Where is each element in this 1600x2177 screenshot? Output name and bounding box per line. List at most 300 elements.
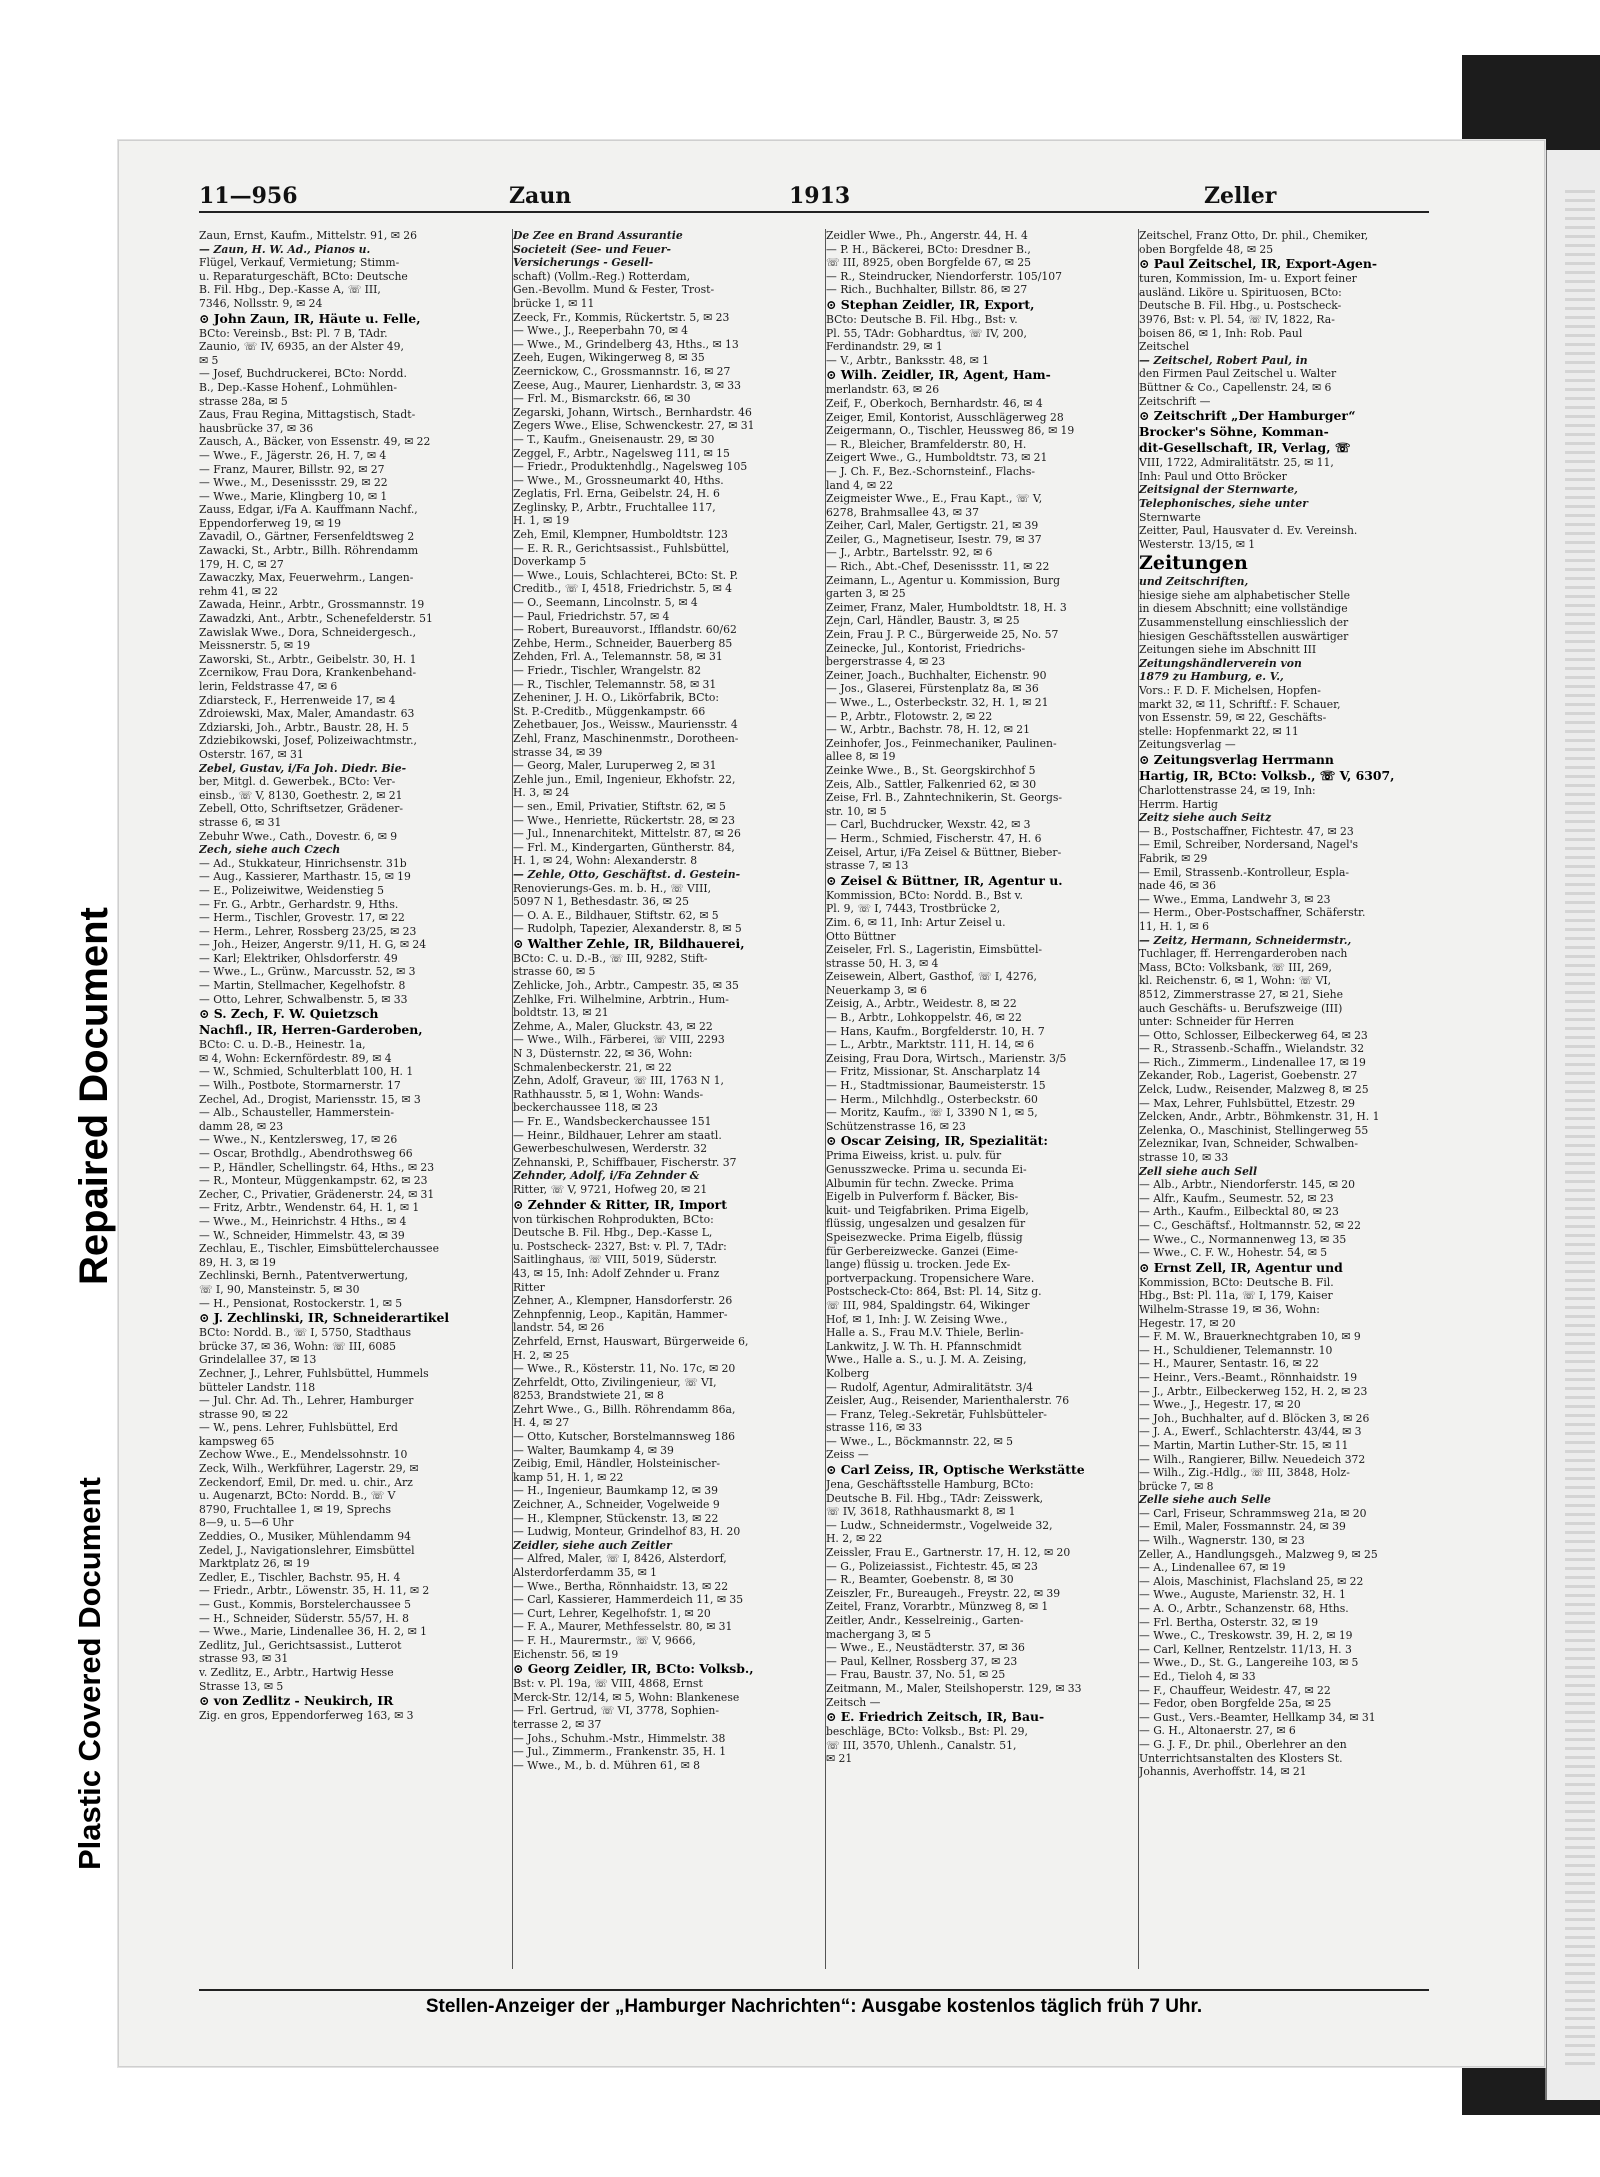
directory-entry: — Hans, Kaufm., Borgfelderstr. 10, H. 7	[826, 1024, 1045, 1038]
directory-entry: Zebell, Otto, Schriftsetzer, Grädener-	[199, 802, 404, 816]
directory-entry: Zehbe, Herm., Schneider, Bauerberg 85	[513, 636, 733, 650]
page-number: 11—956	[199, 183, 298, 209]
directory-entry: — Wwe., L., Osterbeckstr. 32, H. 1, ✉ 21	[826, 696, 1049, 709]
directory-entry: Zeitungen siehe im Abschnitt III	[1139, 643, 1317, 657]
directory-entry: — Emil, Schreiber, Nordersand, Nagel's	[1139, 838, 1359, 852]
directory-entry: lerin, Feldstrasse 47, ✉ 6	[199, 680, 338, 693]
directory-entry: De Zee en Brand Assurantie	[513, 229, 683, 242]
directory-entry: — J., Arbtr., Eilbeckerweg 152, H. 2, ✉ 23	[1139, 1384, 1368, 1398]
directory-entry: — Zeitz, Hermann, Schneidermstr.,	[1139, 933, 1352, 947]
directory-entry: Westerstr. 13/15, ✉ 1	[1139, 537, 1256, 551]
directory-entry: — Herm., Ober-Postschaffner, Schäferstr.	[1139, 906, 1366, 920]
directory-entry: Zeising, Frau Dora, Wirtsch., Marienstr. 3/5	[826, 1051, 1067, 1065]
directory-entry: H. 3, ✉ 24	[513, 786, 570, 800]
directory-entry: strasse 28a, ✉ 5	[199, 394, 288, 408]
directory-entry: Zeernickow, C., Grossmannstr. 16, ✉ 27	[513, 364, 731, 378]
directory-entry: 1879 zu Hamburg, e. V.,	[1139, 670, 1284, 684]
directory-entry: Zegers Wwe., Elise, Schwenckestr. 27, ✉ 31	[513, 419, 755, 433]
directory-entry: strasse 6, ✉ 31	[199, 815, 282, 829]
directory-entry: — G. H., Altonaerstr. 27, ✉ 6	[1139, 1724, 1296, 1738]
directory-entry: Lankwitz, J. W. Th. H. Pfannschmidt	[826, 1339, 1022, 1353]
directory-entry: Albumin für techn. Zwecke. Prima	[826, 1176, 1014, 1190]
directory-entry: Zejn, Carl, Händler, Baustr. 3, ✉ 25	[826, 614, 1020, 628]
directory-entry: Marktplatz 26, ✉ 19	[199, 1557, 310, 1571]
directory-entry: — Frl. Gertrud, ☏ VI, 3778, Sophien-	[513, 1704, 720, 1718]
directory-entry: einsb., ☏ V, 8130, Goethestr. 2, ✉ 21	[199, 788, 403, 802]
directory-entry: Postscheck-Cto: 864, Bst: Pl. 14, Sitz g.	[826, 1285, 1042, 1299]
directory-entry: Pl. 9, ☏ I, 7443, Trostbrücke 2,	[826, 902, 1001, 916]
directory-entry: brücke 7, ✉ 8	[1139, 1479, 1214, 1493]
directory-entry: — Wwe., J., Reeperbahn 70, ✉ 4	[513, 324, 689, 338]
directory-entry: — Paul, Friedrichstr. 57, ✉ 4	[513, 609, 670, 623]
page-header	[199, 179, 1429, 213]
directory-entry: — G., Polizeiassist., Fichtestr. 45, ✉ 23	[826, 1559, 1038, 1573]
directory-entry: Telephonisches, siehe unter	[1139, 496, 1308, 510]
directory-entry: von türkischen Rohprodukten, BCto:	[513, 1212, 714, 1226]
directory-entry: Zeibig, Emil, Händler, Holsteinischer-	[513, 1457, 721, 1471]
directory-entry: — Ludw., Schneidermstr., Vogelweide 32,	[826, 1518, 1053, 1532]
directory-entry: stelle: Hopfenmarkt 22, ✉ 11	[1139, 724, 1299, 738]
directory-entry: B., Dep.-Kasse Hohenf., Lohmühlen-	[199, 380, 398, 394]
directory-entry: H. 1, ✉ 24, Wohn: Alexanderstr. 8	[513, 854, 698, 868]
directory-entry: den Firmen Paul Zeitschel u. Walter	[1139, 367, 1337, 381]
directory-entry: Zehnder, Adolf, i/Fa Zehnder &	[513, 1169, 700, 1183]
directory-entry: ✉ 4, Wohn: Eckernfördestr. 89, ✉ 4	[199, 1051, 392, 1065]
directory-entry: — Alfred, Maler, ☏ I, 8426, Alsterdorf,	[513, 1552, 727, 1566]
directory-entry: — Wwe., Marie, Lindenallee 36, H. 2, ✉ 1	[199, 1625, 427, 1639]
directory-entry: — P., Händler, Schellingstr. 64, Hths., ✉ 23	[199, 1160, 435, 1174]
directory-entry: kampsweg 65	[199, 1434, 275, 1448]
directory-entry: hiesige siehe am alphabetischer Stelle	[1139, 588, 1351, 602]
directory-entry: — Herm., Schmied, Fischerstr. 47, H. 6	[826, 831, 1042, 845]
directory-entry: Inh: Paul und Otto Bröcker	[1139, 469, 1287, 483]
directory-entry: Zeddies, O., Musiker, Mühlendamm 94	[199, 1530, 412, 1544]
directory-entry: — Wwe., C., Normannenweg 13, ✉ 35	[1139, 1232, 1347, 1246]
directory-entry: — Fedor, oben Borgfelde 25a, ✉ 25	[1139, 1697, 1332, 1711]
directory-entry: Zawada, Heinr., Arbtr., Grossmannstr. 19	[199, 598, 425, 612]
directory-entry: — Ludwig, Monteur, Grindelhof 83, H. 20	[513, 1525, 741, 1539]
directory-entry: Zeglatis, Frl. Erna, Geibelstr. 24, H. 6	[513, 487, 720, 501]
directory-entry: 8512, Zimmerstrasse 27, ✉ 21, Siehe	[1139, 987, 1343, 1001]
directory-entry: — Ed., Tieloh 4, ✉ 33	[1139, 1670, 1256, 1683]
directory-entry: — Max, Lehrer, Fuhlsbüttel, Etzestr. 29	[1139, 1096, 1355, 1110]
directory-entry: auch Geschäfts- u. Berufszweige (III)	[1139, 1001, 1343, 1015]
directory-entry: — Rudolf, Agentur, Admiralitätstr. 3/4	[826, 1380, 1033, 1394]
directory-entry: Kommission, BCto: Nordd. B., Bst v.	[826, 888, 1023, 902]
directory-entry: Zeidler, siehe auch Zeitler	[513, 1538, 672, 1552]
column-1	[199, 229, 500, 1969]
directory-entry: Zeitschrift —	[1139, 394, 1211, 408]
directory-entry: str. 10, ✉ 5	[826, 804, 887, 818]
directory-entry: — Josef, Buchdruckerei, BCto: Nordd.	[199, 367, 407, 381]
directory-entry: 43, ✉ 15, Inh: Adolf Zehnder u. Franz	[513, 1266, 720, 1280]
directory-entry: portverpackung. Tropensichere Ware.	[826, 1271, 1035, 1285]
directory-entry: Jena, Geschäftsstelle Hamburg, BCto:	[826, 1478, 1034, 1492]
directory-entry: Zeisler, Aug., Reisender, Marienthalerstr. 76	[826, 1394, 1070, 1408]
directory-entry: — Jos., Glaserei, Fürstenplatz 8a, ✉ 36	[826, 682, 1039, 696]
directory-entry: Prima Eiweiss, krist. u. pulv. für	[826, 1149, 1002, 1163]
directory-entry: — F. H., Maurermstr., ☏ V, 9666,	[513, 1633, 696, 1647]
directory-entry: Pl. 55, TAdr: Gobhardtus, ☏ IV, 200,	[826, 326, 1027, 340]
directory-entry: ber, Mitgl. d. Gewerbek., BCto: Ver-	[199, 775, 396, 789]
directory-entry: beschläge, BCto: Volksb., Bst: Pl. 29,	[826, 1725, 1028, 1739]
directory-entry: Saitlinghaus, ☏ VIII, 5019, Süderstr.	[513, 1253, 717, 1267]
directory-entry: Zeissler, Frau E., Gartnerstr. 17, H. 12, ✉ 20	[826, 1546, 1071, 1560]
directory-entry: Zeitz siehe auch Seitz	[1139, 811, 1272, 825]
directory-entry: Zeidler Wwe., Ph., Angerstr. 44, H. 4	[826, 229, 1028, 242]
directory-entry: St. P.-Creditb., Müggenkampstr. 66	[513, 704, 706, 718]
repaired-document-text: Repaired Document	[72, 907, 116, 1285]
directory-entry: Zeitschel, Franz Otto, Dr. phil., Chemiker,	[1139, 229, 1369, 242]
directory-entry: — Martin, Stellmacher, Kegelhofstr. 8	[199, 979, 406, 993]
directory-entry: ☏ III, 3570, Uhlenh., Canalstr. 51,	[826, 1738, 1017, 1752]
directory-entry: Zelle siehe auch Selle	[1139, 1493, 1271, 1507]
directory-entry: — Otto, Lehrer, Schwalbenstr. 5, ✉ 33	[199, 992, 408, 1006]
directory-entry: — Frl. Bertha, Osterstr. 32, ✉ 19	[1139, 1615, 1319, 1629]
directory-entry: Zeiler, G., Magnetiseur, Isestr. 79, ✉ 37	[826, 532, 1042, 546]
directory-entry: Zeiher, Carl, Maler, Gertigstr. 21, ✉ 39	[826, 519, 1039, 533]
directory-entry: — sen., Emil, Privatier, Stiftstr. 62, ✉ 5	[513, 799, 726, 813]
directory-entry: — Wwe., L., Böckmannstr. 22, ✉ 5	[826, 1434, 1013, 1448]
directory-entry: — Alb., Arbtr., Niendorferstr. 145, ✉ 20	[1139, 1178, 1355, 1192]
directory-entry: Ritter, ☏ V, 9721, Hofweg 20, ✉ 21	[513, 1182, 708, 1196]
directory-entry: ⊙ Oscar Zeising, IR, Spezialität:	[826, 1133, 1048, 1149]
directory-entry: — Herm., Milchhdlg., Osterbeckstr. 60	[826, 1092, 1038, 1106]
directory-entry: terrasse 2, ✉ 37	[513, 1717, 602, 1731]
directory-entry: — R., Beamter, Goebenstr. 8, ✉ 30	[826, 1573, 1014, 1587]
directory-entry: hausbrücke 37, ✉ 36	[199, 421, 314, 435]
directory-entry: strasse 10, ✉ 33	[1139, 1151, 1229, 1165]
directory-entry: — Franz, Teleg.-Sekretär, Fuhlsbütteler-	[826, 1407, 1047, 1421]
directory-entry: Zeinhofer, Jos., Feinmechaniker, Paulinen-	[826, 736, 1057, 750]
directory-entry: Zeleznikar, Ivan, Schneider, Schwalben-	[1139, 1137, 1359, 1151]
directory-entry: damm 28, ✉ 23	[199, 1119, 284, 1133]
directory-entry: — Rich., Abt.-Chef, Desenissstr. 11, ✉ 22	[826, 560, 1050, 574]
directory-entry: in diesem Abschnitt; eine vollständige	[1139, 602, 1348, 616]
directory-entry: schaft) (Vollm.-Reg.) Rotterdam,	[513, 269, 691, 283]
directory-entry: 6278, Brahmsallee 43, ✉ 37	[826, 505, 979, 519]
directory-entry: — J. A., Ewerf., Schlachterstr. 43/44, ✉ 3	[1139, 1425, 1362, 1439]
directory-entry: Zechlau, E., Tischler, Eimsbüttelerchaussee	[199, 1242, 439, 1256]
directory-entry: kamp 51, H. 1, ✉ 22	[513, 1470, 624, 1484]
directory-entry: — P. H., Bäckerei, BCto: Dresdner B.,	[826, 242, 1031, 256]
directory-entry: Renovierungs-Ges. m. b. H., ☏ VIII,	[513, 881, 712, 895]
directory-entry: — Carl, Friseur, Schrammsweg 21a, ✉ 20	[1139, 1506, 1367, 1520]
directory-entry: Zehrfeld, Ernst, Hauswart, Bürgerweide 6,	[513, 1334, 749, 1348]
directory-entry: von Essenstr. 59, ✉ 22, Geschäfts-	[1139, 711, 1327, 725]
directory-entry: Zeichner, A., Schneider, Vogelweide 9	[513, 1498, 720, 1512]
directory-entry: — Rudolph, Tapezier, Alexanderstr. 8, ✉ 5	[513, 922, 742, 936]
directory-entry: ⊙ S. Zech, F. W. Quietzsch	[199, 1006, 379, 1022]
directory-entry: — G. J. F., Dr. phil., Oberlehrer an den	[1139, 1737, 1347, 1751]
directory-entry: — Rich., Buchhalter, Billstr. 86, ✉ 27	[826, 283, 1028, 297]
directory-entry: nade 46, ✉ 36	[1139, 879, 1216, 893]
directory-entry: Zeiss —	[826, 1448, 869, 1462]
directory-entry: — Ad., Stukkateur, Hinrichsenstr. 31b	[199, 856, 407, 870]
directory-entry: Zeimann, L., Agentur u. Kommission, Burg	[826, 573, 1061, 587]
directory-entry: — H., Maurer, Sentastr. 16, ✉ 22	[1139, 1357, 1319, 1371]
directory-entry: ⊙ Wilh. Zeidler, IR, Agent, Ham-	[826, 367, 1051, 383]
directory-entry: Doverkamp 5	[513, 555, 587, 569]
directory-entry: Zehme, A., Maler, Gluckstr. 43, ✉ 22	[513, 1019, 713, 1033]
directory-entry: Zehner, A., Klempner, Hansdorferstr. 26	[513, 1294, 733, 1308]
directory-entry: — E. R. R., Gerichtsassist., Fuhlsbüttel,	[513, 541, 730, 555]
directory-entry: ausländ. Liköre u. Spirituosen, BCto:	[1139, 285, 1342, 299]
directory-entry: Nachfl., IR, Herren-Garderoben,	[199, 1022, 423, 1038]
directory-entry: — Jul. Chr. Ad. Th., Lehrer, Hamburger	[199, 1394, 414, 1408]
directory-entry: ⊙ Paul Zeitschel, IR, Export-Agen-	[1139, 256, 1378, 272]
directory-entry: machergang 3, ✉ 5	[826, 1627, 931, 1641]
directory-entry: Johannis, Averhoffstr. 14, ✉ 21	[1139, 1765, 1307, 1779]
directory-entry: — Zehle, Otto, Geschäftst. d. Gestein-	[513, 867, 741, 881]
directory-entry: Zehnpfennig, Leop., Kapitän, Hammer-	[513, 1307, 728, 1321]
directory-entry: Zeitschel	[1139, 340, 1190, 354]
directory-entry: Zaus, Frau Regina, Mittagstisch, Stadt-	[199, 408, 416, 422]
directory-entry: turen, Kommission, Im- u. Export feiner	[1139, 272, 1357, 286]
directory-entry: Deutsche B. Fil. Hbg., Dep.-Kasse L,	[513, 1226, 713, 1240]
directory-entry: Brocker's Söhne, Komman-	[1139, 424, 1329, 440]
directory-entry: Zehlke, Fri. Wilhelmine, Arbtrin., Hum-	[513, 992, 729, 1006]
directory-entry: bergerstrasse 4, ✉ 23	[826, 655, 946, 669]
directory-entry: Neuerkamp 3, ✉ 6	[826, 983, 927, 997]
directory-entry: Zeh, Emil, Klempner, Humboldtstr. 123	[513, 528, 728, 542]
directory-entry: lange) flüssig u. trocken. Jede Ex-	[826, 1258, 1011, 1272]
directory-entry: BCto: Vereinsb., Bst: Pl. 7 B, TAdr.	[199, 326, 388, 340]
directory-entry: — Zaun, H. W. Ad., Pianos u.	[199, 242, 371, 256]
directory-entry: Zeisig, A., Arbtr., Weidestr. 8, ✉ 22	[826, 997, 1017, 1011]
directory-entry: — Carl, Kellner, Rentzelstr. 11/13, H. 3	[1139, 1642, 1352, 1656]
directory-entry: Zehlicke, Joh., Arbtr., Campestr. 35, ✉ 35	[513, 979, 739, 993]
header-right-word: Zeller	[1204, 183, 1277, 209]
directory-entry: — Wwe., M., Grossneumarkt 40, Hths.	[513, 473, 724, 487]
directory-entry: Schützenstrasse 16, ✉ 23	[826, 1119, 966, 1133]
directory-entry: — F. M. W., Brauerknechtgraben 10, ✉ 9	[1139, 1330, 1361, 1344]
directory-entry: — H., Pensionat, Rostockerstr. 1, ✉ 5	[199, 1296, 403, 1310]
directory-entry: Zelcken, Andr., Arbtr., Böhmkenstr. 31, H. 1	[1139, 1110, 1380, 1124]
directory-entry: Zedlitz, Jul., Gerichtsassist., Lutterot	[199, 1638, 402, 1652]
directory-entry: BCto: C. u. D.-B., ☏ III, 9282, Stift-	[513, 951, 708, 965]
directory-entry: Gewerbeschulwesen, Werderstr. 32	[513, 1142, 708, 1156]
directory-entry: 11, H. 1, ✉ 6	[1139, 919, 1209, 933]
directory-entry: — H., Stadtmissionar, Baumeisterstr. 15	[826, 1079, 1046, 1093]
directory-entry: — Jul., Innenarchitekt, Mittelstr. 87, ✉ 26	[513, 827, 741, 841]
page-footer-advertisement: Stellen-Anzeiger der „Hamburger Nachrichten“: Ausgabe kostenlos täglich früh 7 Uhr.	[199, 1989, 1429, 2023]
directory-entry: — R., Bleicher, Bramfelderstr. 80, H.	[826, 437, 1027, 451]
directory-entry: Hartig, IR, BCto: Volksb., ☏ V, 6307,	[1139, 768, 1395, 783]
directory-entry: — L., Arbtr., Marktstr. 111, H. 14, ✉ 6	[826, 1038, 1035, 1052]
directory-entry: Zecher, C., Privatier, Grädenerstr. 24, ✉ 31	[199, 1187, 435, 1201]
directory-entry: — Alb., Schausteller, Hammerstein-	[199, 1106, 395, 1120]
directory-entry: — R., Steindrucker, Niendorferstr. 105/107	[826, 269, 1062, 283]
directory-entry: Societeit (See- und Feuer-	[513, 242, 671, 256]
directory-entry: — Fr. E., Wandsbeckerchaussee 151	[513, 1115, 712, 1128]
directory-entry: Speisezwecke. Prima Eigelb, flüssig	[826, 1230, 1023, 1244]
directory-entry: Kolberg	[826, 1366, 870, 1380]
directory-entry: ⊙ John Zaun, IR, Häute u. Felle,	[199, 310, 421, 326]
directory-entry: — Martin, Martin Luther-Str. 15, ✉ 11	[1139, 1438, 1349, 1452]
directory-entry: ⊙ Ernst Zell, IR, Agentur und	[1139, 1259, 1343, 1275]
directory-entry: Halle a. S., Frau M.V. Thiele, Berlin-	[826, 1326, 1024, 1340]
directory-entry: Zdroiewski, Max, Maler, Amandastr. 63	[199, 707, 415, 721]
directory-entry: Zeisel, Artur, i/Fa Zeisel & Büttner, Bieber-	[826, 845, 1062, 859]
directory-entry: Eigelb in Pulverform f. Bäcker, Bis-	[826, 1190, 1019, 1204]
directory-entry: — W., Schmied, Schulterblatt 100, H. 1	[199, 1065, 414, 1079]
directory-entry: Zeitungen	[1139, 552, 1248, 575]
directory-entry: Vors.: F. D. F. Michelsen, Hopfen-	[1139, 684, 1321, 698]
directory-entry: Zebel, Gustav, i/Fa Joh. Diedr. Bie-	[199, 761, 407, 775]
directory-entry: — Carl, Buchdrucker, Wexstr. 42, ✉ 3	[826, 818, 1031, 832]
directory-entry: — Gust., Vers.-Beamter, Hellkamp 34, ✉ 31	[1139, 1710, 1376, 1724]
directory-entry: Merck-Str. 12/14, ✉ 5, Wohn: Blankenese	[513, 1690, 740, 1704]
directory-entry: Zeise, Frl. B., Zahntechnikerin, St. Georgs-	[826, 791, 1063, 805]
directory-entry: Zdziebikowski, Josef, Polizeiwachtmstr.,	[199, 734, 417, 748]
directory-entry: Genusszwecke. Prima u. secunda Ei-	[826, 1163, 1027, 1176]
directory-entry: — P., Arbtr., Flotowstr. 2, ✉ 22	[826, 709, 993, 723]
directory-entry: — Emil, Maler, Fossmannstr. 24, ✉ 39	[1139, 1520, 1346, 1534]
directory-entry: — Frl. M., Kindergarten, Güntherstr. 84,	[513, 840, 735, 854]
directory-entry: — Georg, Maler, Luruperweg 2, ✉ 31	[513, 759, 717, 773]
directory-entry: ⊙ Walther Zehle, IR, Bildhauerei,	[513, 935, 745, 951]
directory-entry: ⊙ Stephan Zeidler, IR, Export,	[826, 296, 1035, 312]
directory-entry: — O. A. E., Bildhauer, Stiftstr. 62, ✉ 5	[513, 908, 719, 922]
directory-entry: Zcernikow, Frau Dora, Krankenbehand-	[199, 666, 417, 680]
directory-entry: Zegarski, Johann, Wirtsch., Bernhardstr. 46	[513, 405, 752, 419]
directory-entry: ⊙ Zeitungsverlag Herrmann	[1139, 752, 1334, 767]
directory-entry: kuit- und Teigfabriken. Prima Eigelb,	[826, 1203, 1029, 1217]
directory-entry: Zeitsch —	[826, 1695, 881, 1709]
directory-entry: Zech, siehe auch Czech	[199, 843, 341, 857]
directory-entry: Creditb., ☏ I, 4518, Friedrichstr. 5, ✉ 4	[513, 582, 732, 596]
directory-entry: — Wilh., Wagnerstr. 130, ✉ 23	[1139, 1534, 1305, 1548]
directory-entry: Charlottenstrasse 24, ✉ 19, Inh:	[1139, 784, 1316, 797]
directory-entry: — Zeitschel, Robert Paul, in	[1139, 353, 1308, 367]
directory-entry: — Herm., Lehrer, Rossberg 23/25, ✉ 23	[199, 924, 417, 938]
header-year: 1913	[789, 183, 851, 209]
directory-entry: hiesigen Geschäftsstellen auswärtiger	[1139, 629, 1349, 643]
directory-entry: — Wwe., M., Grindelberg 43, Hths., ✉ 13	[513, 337, 739, 351]
directory-entry: Kommission, BCto: Deutsche B. Fil.	[1139, 1275, 1334, 1289]
directory-entry: Zeitter, Paul, Hausvater d. Ev. Vereinsh.	[1139, 524, 1358, 538]
directory-entry: Zeiner, Joach., Buchhalter, Eichenstr. 90	[826, 668, 1047, 682]
directory-entry: Ferdinandstr. 29, ✉ 1	[826, 340, 943, 354]
directory-entry: — Wwe., Henriette, Rückertstr. 28, ✉ 23	[513, 813, 736, 827]
directory-entry: — W., pens. Lehrer, Fuhlsbüttel, Erd	[199, 1421, 398, 1435]
directory-entry: Zawaczky, Max, Feuerwehrm., Langen-	[199, 571, 414, 585]
directory-entry: Zeck, Wilh., Werkführer, Lagerstr. 29, ✉	[199, 1462, 419, 1476]
directory-entry: 7346, Nollsstr. 9, ✉ 24	[199, 296, 323, 310]
directory-entry: — Wwe., C., Treskowstr. 39, H. 2, ✉ 19	[1139, 1629, 1353, 1643]
directory-entry: — Wwe., Louis, Schlachterei, BCto: St. P.	[513, 568, 739, 582]
directory-columns	[199, 229, 1444, 1969]
directory-entry: BCto: Nordd. B., ☏ I, 5750, Stadthaus	[199, 1326, 412, 1340]
directory-entry: N 3, Düsternstr. 22, ✉ 36, Wohn:	[513, 1047, 693, 1061]
directory-entry: — Wilh., Zig.-Hdlg., ☏ III, 3848, Holz-	[1139, 1466, 1350, 1480]
directory-entry: Zeiszler, Fr., Bureaugeh., Freystr. 22, ✉ 39	[826, 1586, 1061, 1600]
directory-entry: ☏ III, 984, Spaldingstr. 64, Wikinger	[826, 1298, 1030, 1312]
directory-entry: oben Borgfelde 48, ✉ 25	[1139, 242, 1274, 256]
directory-entry: — Wilh., Postbote, Stormarnerstr. 17	[199, 1079, 401, 1093]
directory-entry: Zeimer, Franz, Maler, Humboldtstr. 18, H. 3	[826, 600, 1067, 614]
directory-entry: 5097 N 1, Bethesdastr. 36, ✉ 25	[513, 895, 689, 909]
directory-entry: — H., Schuldiener, Telemannstr. 10	[1139, 1343, 1333, 1357]
directory-entry: Deutsche B. Fil. Hbg., TAdr: Zeisswerk,	[826, 1491, 1044, 1505]
directory-entry: — W., Schneider, Himmelstr. 43, ✉ 39	[199, 1228, 405, 1242]
directory-entry: — Aug., Kassierer, Marthastr. 15, ✉ 19	[199, 870, 411, 884]
directory-entry: für Gerbereizwecke. Ganzei (Eime-	[826, 1244, 1018, 1258]
directory-entry: BCto: Deutsche B. Fil. Hbg., Bst: v.	[826, 312, 1018, 326]
directory-entry: Zein, Frau J. P. C., Bürgerweide 25, No. 57	[826, 628, 1059, 642]
directory-entry: 8790, Fruchtallee 1, ✉ 19, Sprechs	[199, 1502, 392, 1516]
directory-entry: Zehnanski, P., Schiffbauer, Fischerstr. 37	[513, 1155, 737, 1169]
directory-entry: Zehrfeldt, Otto, Zivilingenieur, ☏ VI,	[513, 1375, 717, 1389]
directory-entry: — E., Polizeiwitwe, Weidenstieg 5	[199, 883, 384, 897]
directory-entry: — Frau, Baustr. 37, No. 51, ✉ 25	[826, 1668, 1006, 1682]
directory-entry: — Otto, Schlosser, Eilbeckerweg 64, ✉ 23	[1139, 1028, 1368, 1042]
directory-entry: Zaun, Ernst, Kaufm., Mittelstr. 91, ✉ 26	[199, 229, 418, 242]
directory-entry: boldtstr. 13, ✉ 21	[513, 1006, 609, 1020]
directory-entry: Meissnerstr. 5, ✉ 19	[199, 639, 311, 653]
plastic-covered-text: Plastic Covered Document	[72, 1477, 107, 1870]
directory-entry: — R., Monteur, Müggenkampstr. 62, ✉ 23	[199, 1174, 428, 1188]
directory-entry: kl. Reichenstr. 6, ✉ 1, Wohn: ☏ VI,	[1139, 974, 1332, 988]
directory-entry: 179, H. C, ✉ 27	[199, 557, 284, 571]
directory-entry: strasse 7, ✉ 13	[826, 859, 909, 873]
directory-entry: Zebuhr Wwe., Cath., Dovestr. 6, ✉ 9	[199, 829, 398, 843]
directory-entry: Zavadil, O., Gärtner, Fersenfeldtsweg 2	[199, 530, 415, 544]
directory-entry: Zechner, J., Lehrer, Fuhlsbüttel, Hummels	[199, 1366, 429, 1380]
directory-entry: Zeis, Alb., Sattler, Falkenried 62, ✉ 30	[826, 777, 1037, 791]
directory-entry: ☏ I, 90, Mansteinstr. 5, ✉ 30	[199, 1282, 360, 1296]
directory-entry: Zeeh, Eugen, Wikingerweg 8, ✉ 35	[513, 351, 705, 365]
directory-entry: — Wwe., M., Desenissstr. 29, ✉ 22	[199, 476, 388, 490]
directory-entry: markt 32, ✉ 11, Schriftf.: F. Schauer,	[1139, 697, 1341, 711]
directory-entry: — Curt, Lehrer, Kegelhofstr. 1, ✉ 20	[513, 1606, 711, 1620]
directory-entry: — Moritz, Kaufm., ☏ I, 3390 N 1, ✉ 5,	[826, 1106, 1038, 1120]
directory-entry: Zeese, Aug., Maurer, Lienhardstr. 3, ✉ 33	[513, 378, 741, 392]
directory-entry: — C., Geschäftsf., Holtmannstr. 52, ✉ 22	[1139, 1219, 1362, 1232]
directory-entry: — Walter, Baumkamp 4, ✉ 39	[513, 1443, 674, 1457]
directory-entry: 3976, Bst: v. Pl. 54, ☏ IV, 1822, Ra-	[1139, 312, 1335, 326]
directory-entry: ⊙ von Zedlitz - Neukirch, IR	[199, 1693, 394, 1709]
directory-entry: — Oscar, Brothdlg., Abendrothsweg 66	[199, 1147, 413, 1160]
directory-entry: H. 2, ✉ 22	[826, 1532, 883, 1546]
directory-entry: — Wwe., Wilh., Färberei, ☏ VIII, 2293	[513, 1033, 725, 1047]
directory-entry: Deutsche B. Fil. Hbg., u. Postscheck-	[1139, 299, 1342, 313]
directory-entry: — Paul, Kellner, Rossberg 37, ✉ 23	[826, 1654, 1018, 1668]
directory-entry: ⊙ J. Zechlinski, IR, Schneiderartikel	[199, 1310, 450, 1326]
directory-entry: Otto Büttner	[826, 929, 896, 943]
directory-entry: Zedler, E., Tischler, Bachstr. 95, H. 4	[199, 1570, 401, 1584]
directory-entry: ☏ IV, 3618, Rathhausmarkt 8, ✉ 1	[826, 1505, 1016, 1519]
directory-entry: — Jul., Zimmerm., Frankenstr. 35, H. 1	[513, 1745, 727, 1759]
directory-entry: brücke 1, ✉ 11	[513, 296, 595, 310]
directory-entry: v. Zedlitz, E., Arbtr., Hartwig Hesse	[199, 1665, 394, 1679]
header-left-word: Zaun	[509, 183, 572, 209]
directory-entry: Zauss, Edgar, i/Fa A. Kauffmann Nachf.,	[199, 503, 418, 517]
directory-entry: — Friedr., Tischler, Wrangelstr. 82	[513, 664, 702, 677]
directory-entry: — Wwe., R., Kösterstr. 11, No. 17c, ✉ 20	[513, 1362, 736, 1376]
directory-entry: Osterstr. 167, ✉ 31	[199, 747, 304, 761]
directory-entry: — Heinr., Bildhauer, Lehrer am staatl.	[513, 1128, 722, 1142]
directory-entry: merlandstr. 63, ✉ 26	[826, 383, 940, 397]
directory-entry: Zim. 6, ✉ 11, Inh: Artur Zeisel u.	[826, 915, 1006, 929]
directory-entry: flüssig, ungesalzen und gesalzen für	[826, 1217, 1026, 1231]
directory-entry: Unterrichtsanstalten des Klosters St.	[1139, 1751, 1343, 1765]
directory-entry: Zawadzki, Ant., Arbtr., Schenefelderstr. 51	[199, 612, 433, 626]
directory-entry: Zeitungshändlerverein von	[1139, 656, 1302, 670]
directory-entry: Zeinecke, Jul., Kontorist, Friedrichs-	[826, 641, 1026, 655]
directory-entry: — B., Arbtr., Lohkoppelstr. 46, ✉ 22	[826, 1011, 1022, 1025]
